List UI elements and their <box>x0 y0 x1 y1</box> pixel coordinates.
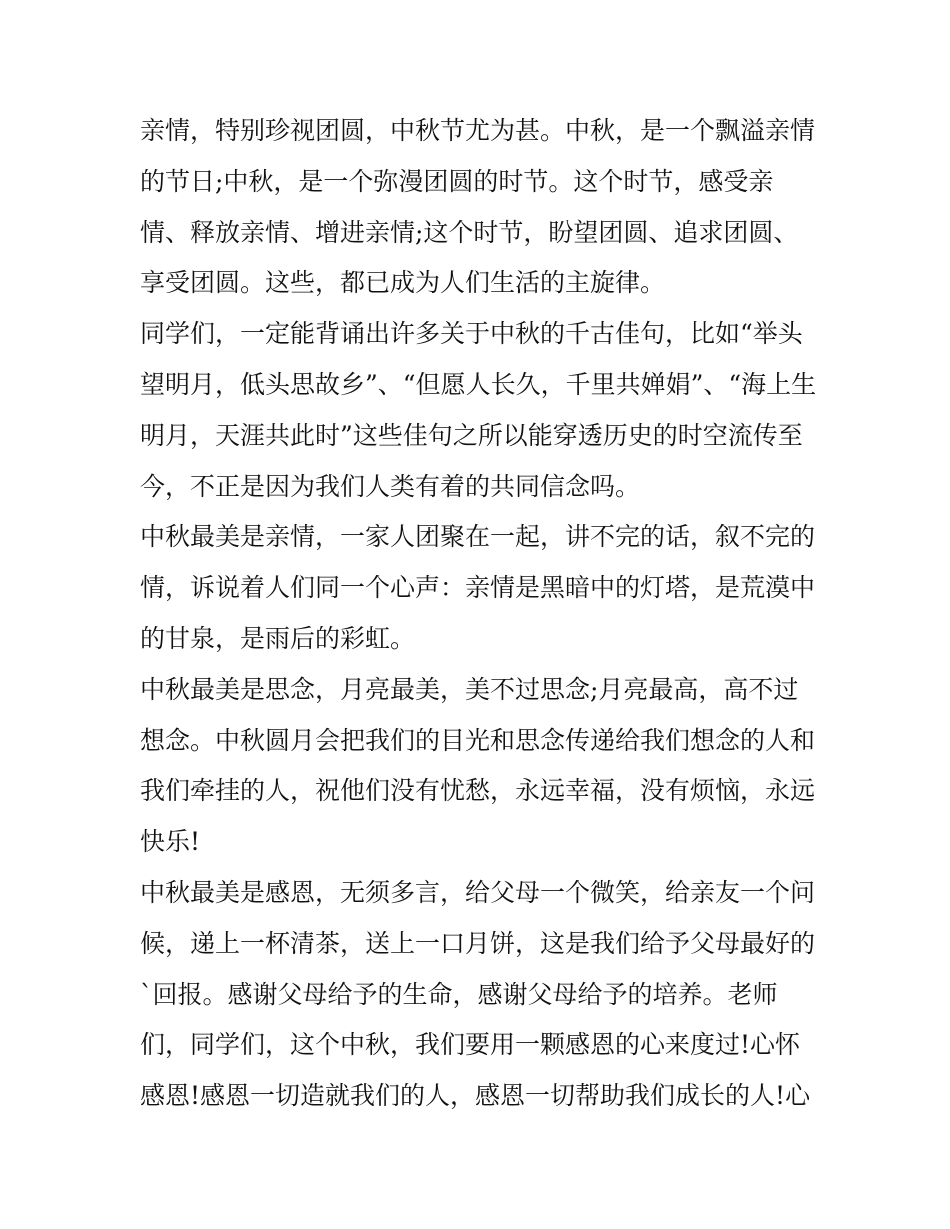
text-line: 的节日;中秋，是一个弥漫团圆的时节。这个时节，感受亲 <box>140 166 774 196</box>
text-line: `回报。感谢父母给予的生命，感谢父母给予的培养。老师 <box>140 979 778 1009</box>
text-line: 中秋最美是感恩，无须多言，给父母一个微笑，给亲友一个问 <box>140 877 816 907</box>
text-line: 情、释放亲情、增进亲情;这个时节，盼望团圆、追求团圆、 <box>140 217 799 247</box>
text-line: 同学们，一定能背诵出许多关于中秋的千古佳句，比如“举头 <box>140 319 803 349</box>
text-line: 的甘泉，是雨后的彩虹。 <box>140 623 416 653</box>
text-line: 望明月，低头思故乡”、“但愿人长久，千里共婵娟”、“海上生 <box>140 369 817 399</box>
text-line: 想念。中秋圆月会把我们的目光和思念传递给我们想念的人和 <box>140 725 816 755</box>
text-line: 候，递上一杯清茶，送上一口月饼，这是我们给予父母最好的 <box>140 928 816 958</box>
text-line: 明月，天涯共此时”这些佳句之所以能穿透历史的时空流传至 <box>140 420 803 450</box>
text-line: 感恩!感恩一切造就我们的人，感恩一切帮助我们成长的人!心 <box>140 1081 811 1111</box>
body-text <box>140 106 820 1122</box>
text-line: 情，诉说着人们同一个心声：亲情是黑暗中的灯塔，是荒漠中 <box>140 573 816 603</box>
text-line: 我们牵挂的人，祝他们没有忧愁，永远幸福，没有烦恼，永远 <box>140 776 816 806</box>
text-line: 亲情，特别珍视团圆，中秋节尤为甚。中秋，是一个飘溢亲情 <box>140 116 816 145</box>
text-line: 中秋最美是亲情，一家人团聚在一起，讲不完的话，叙不完的 <box>140 522 816 552</box>
text-line: 快乐! <box>140 827 201 857</box>
text-line: 们，同学们，这个中秋，我们要用一颗感恩的心来度过!心怀 <box>140 1030 801 1060</box>
text-line: 今，不正是因为我们人类有着的共同信念吗。 <box>140 471 641 501</box>
text-line: 中秋最美是思念，月亮最美，美不过思念;月亮最高，高不过 <box>140 674 799 704</box>
text-line: 享受团圆。这些，都已成为人们生活的主旋律。 <box>140 268 666 298</box>
